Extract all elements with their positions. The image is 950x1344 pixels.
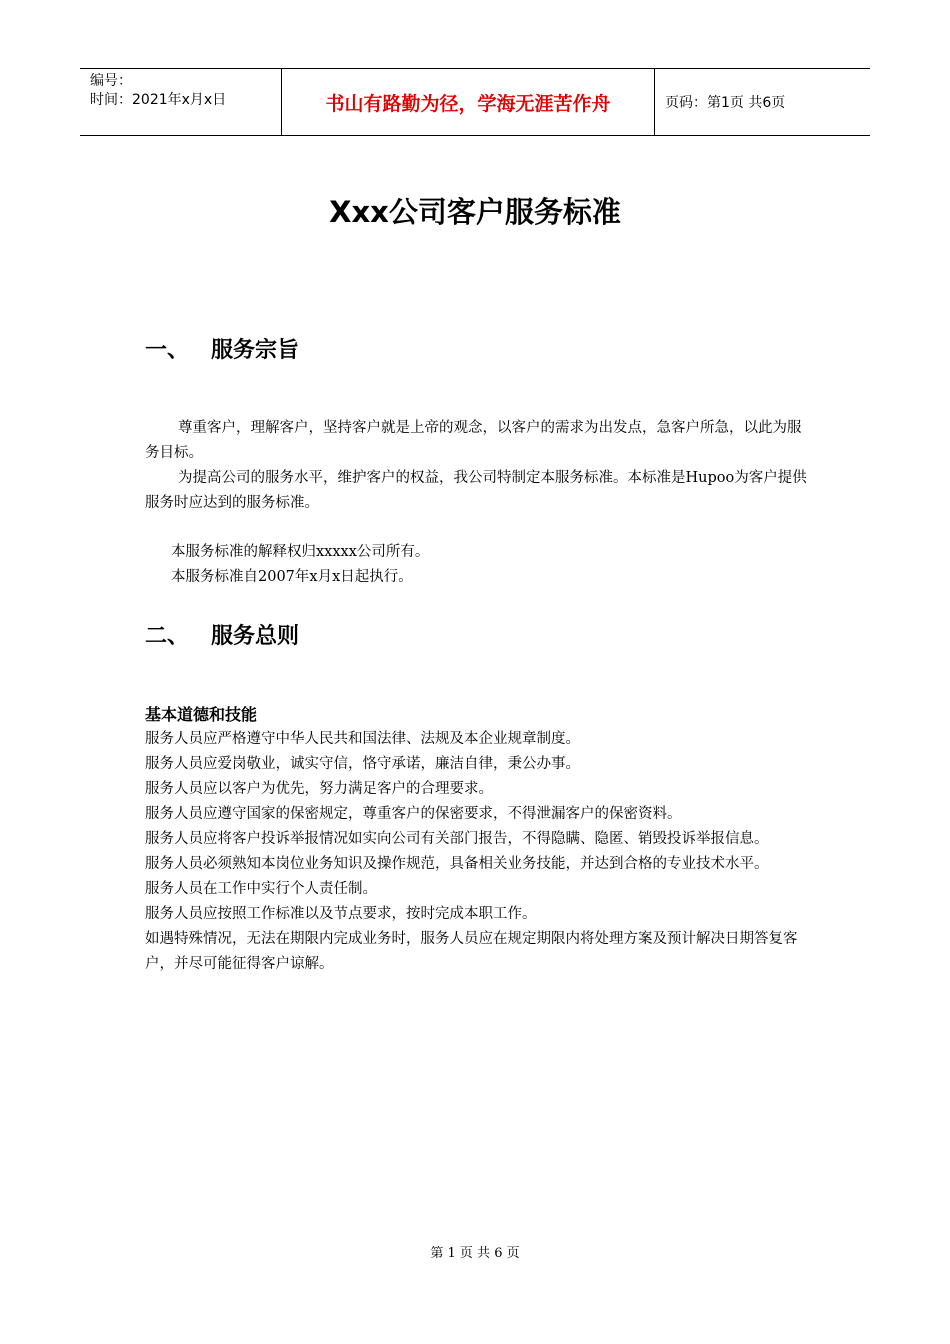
header-page-info: 页码：第1页 共6页: [665, 95, 786, 111]
rule-item: 服务人员应将客户投诉举报情况如实向公司有关部门报告，不得隐瞒、隐匿、销毁投诉举报信息。: [145, 831, 769, 847]
rule-item: 服务人员必须熟知本岗位业务知识及操作规范，具备相关业务技能，并达到合格的专业技术水平。: [145, 856, 769, 872]
section-2-body: [145, 703, 810, 977]
rule-item: 服务人员在工作中实行个人责任制。: [145, 881, 377, 897]
header-motto: 书山有路勤为径，学海无涯苦作舟: [282, 69, 655, 135]
document-time-label: 时间：2021年x月x日: [90, 92, 227, 108]
section-title: 服务总则: [211, 624, 300, 649]
subheading: 基本道德和技能: [145, 705, 258, 724]
document-title: Xxx公司客户服务标准: [329, 195, 621, 229]
document-number-label: 编号：: [90, 73, 132, 89]
page-header: [80, 68, 870, 136]
header-meta: [80, 69, 282, 135]
note-line: 本服务标准自2007年x月x日起执行。: [171, 569, 413, 585]
section-title: 服务宗旨: [211, 338, 300, 363]
section-1-notes: [145, 540, 810, 590]
rule-item: 如遇特殊情况，无法在期限内完成业务时，服务人员应在规定期限内将处理方案及预计解决日期答复客户，并尽可能征得客户谅解。: [145, 931, 798, 972]
paragraph: 为提高公司的服务水平，维护客户的权益，我公司特制定本服务标准。本标准是Hupoo为客户提供服务时应达到的服务标准。: [145, 470, 807, 511]
rule-item: 服务人员应遵守国家的保密规定，尊重客户的保密要求，不得泄漏客户的保密资料。: [145, 806, 682, 822]
section-heading-1: [145, 336, 299, 366]
rule-item: 服务人员应严格遵守中华人民共和国法律、法规及本企业规章制度。: [145, 731, 580, 747]
section-number: 一、: [145, 338, 190, 363]
section-number: 二、: [145, 624, 190, 649]
note-line: 本服务标准的解释权归xxxxx公司所有。: [171, 544, 430, 560]
rule-item: 服务人员应以客户为优先，努力满足客户的合理要求。: [145, 781, 493, 797]
section-heading-2: [145, 622, 299, 652]
page-footer: 第 1 页 共 6 页: [430, 1246, 520, 1261]
rule-item: 服务人员应爱岗敬业，诚实守信，恪守承诺，廉洁自律，秉公办事。: [145, 756, 580, 772]
section-1-body: [145, 416, 810, 516]
rule-item: 服务人员应按照工作标准以及节点要求，按时完成本职工作。: [145, 906, 537, 922]
paragraph: 尊重客户，理解客户，坚持客户就是上帝的观念，以客户的需求为出发点，急客户所急，以此为服务目标。: [145, 420, 802, 461]
